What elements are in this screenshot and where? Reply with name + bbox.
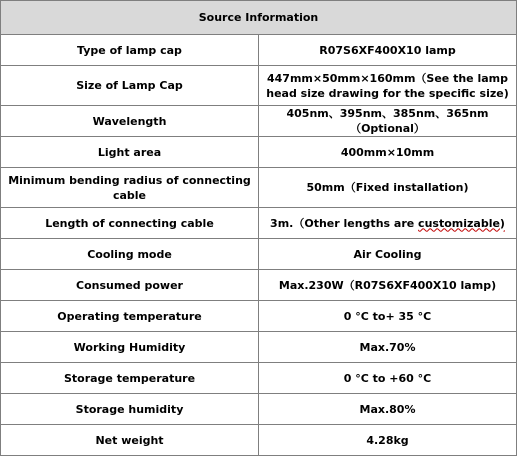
table-row — [1, 66, 517, 106]
table-row — [1, 35, 517, 66]
row-label: Minimum bending radius of connecting cable — [1, 168, 259, 208]
row-label: Operating temperature — [1, 301, 259, 332]
row-label: Wavelength — [1, 106, 259, 137]
row-value: Max.80% — [259, 394, 517, 425]
row-value: Max.230W（R07S6XF400X10 lamp) — [259, 270, 517, 301]
table-row — [1, 301, 517, 332]
row-label: Size of Lamp Cap — [1, 66, 259, 106]
table-row — [1, 106, 517, 137]
row-label: Storage humidity — [1, 394, 259, 425]
table-row — [1, 137, 517, 168]
row-value: Air Cooling — [259, 239, 517, 270]
row-value: 447mm×50mm×160mm（See the lamp head size drawing for the specific size) — [259, 66, 517, 106]
row-value: 0 °C to +60 °C — [259, 363, 517, 394]
row-label: Storage temperature — [1, 363, 259, 394]
table-title: Source Information — [1, 1, 517, 35]
row-value: 0 °C to+ 35 °C — [259, 301, 517, 332]
row-label: Cooling mode — [1, 239, 259, 270]
row-value: 400mm×10mm — [259, 137, 517, 168]
table-row — [1, 332, 517, 363]
row-label: Light area — [1, 137, 259, 168]
table-row — [1, 239, 517, 270]
row-value: 405nm、395nm、385nm、365nm（Optional） — [259, 106, 517, 137]
row-value: 50mm（Fixed installation) — [259, 168, 517, 208]
table-header-row — [1, 1, 517, 35]
row-label: Working Humidity — [1, 332, 259, 363]
row-value: 4.28kg — [259, 425, 517, 456]
table-row — [1, 425, 517, 456]
spellcheck-flagged-text: customizable) — [418, 216, 505, 230]
table-row — [1, 394, 517, 425]
row-label: Length of connecting cable — [1, 208, 259, 239]
table-row — [1, 270, 517, 301]
row-label: Consumed power — [1, 270, 259, 301]
row-label: Type of lamp cap — [1, 35, 259, 66]
row-value — [259, 208, 517, 239]
table-row — [1, 208, 517, 239]
table-row — [1, 168, 517, 208]
row-label: Net weight — [1, 425, 259, 456]
row-value: Max.70% — [259, 332, 517, 363]
row-value-text: 3m.（Other lengths are — [270, 216, 419, 230]
table-row — [1, 363, 517, 394]
row-value: R07S6XF400X10 lamp — [259, 35, 517, 66]
